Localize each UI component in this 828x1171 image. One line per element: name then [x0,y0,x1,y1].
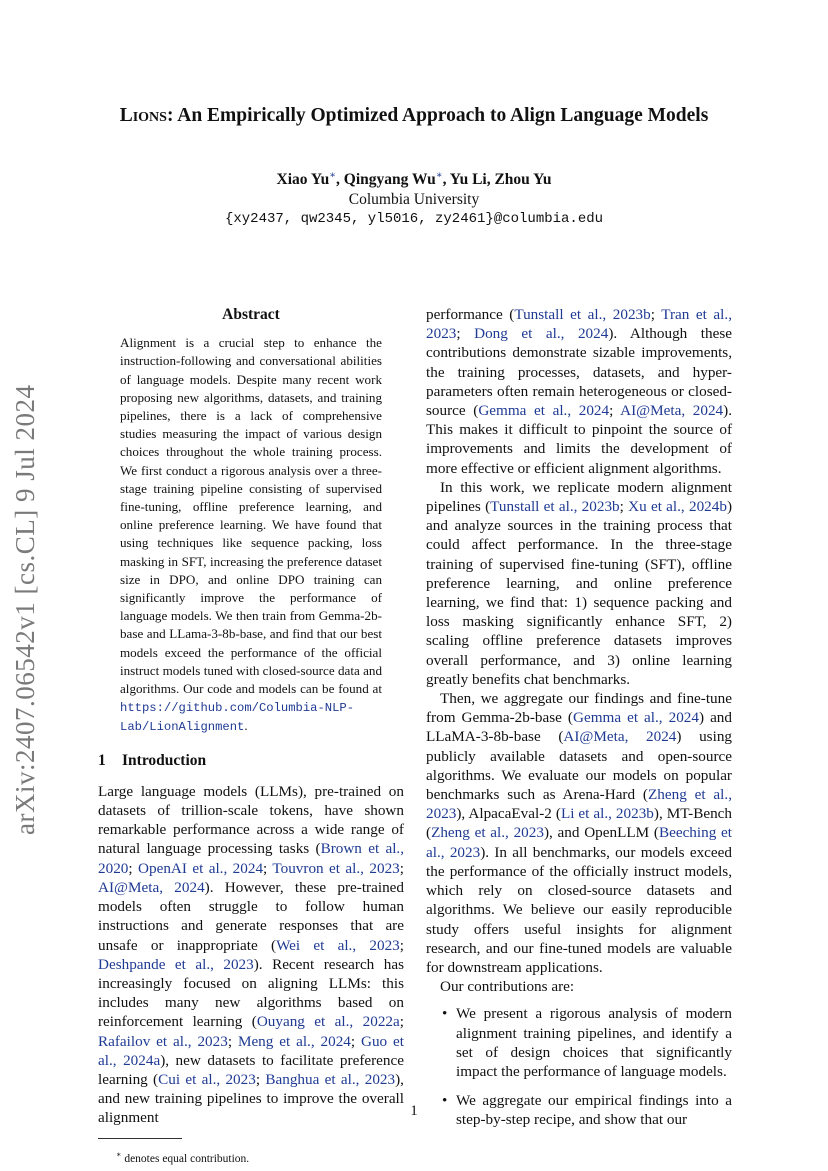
footnote-rule [98,1138,182,1139]
citation-link[interactable]: Zheng et al., 2023 [431,824,544,842]
list-item-text: We present a rigorous analysis of modern alignment training pipelines, and identify a set of design choices that significantly impact the performance of language models. [456,1005,732,1080]
citation-link[interactable]: Meng et al., 2024 [237,1032,351,1050]
code-url-link[interactable]: https://github.com/Columbia-NLP-Lab/LionAlignment [120,701,355,735]
citation-link[interactable]: AI@Meta, 2024 [620,402,724,420]
citation-link[interactable]: Tran et al., 2023 [426,306,732,343]
author-3-4: Yu Li, Zhou Yu [449,171,552,189]
affiliation: Columbia University [348,191,480,209]
citation-link[interactable]: Guo et al., 2024a [98,1032,404,1069]
citation-link[interactable]: Rafailov et al., 2023 [98,1032,228,1050]
citation-link[interactable]: Brown et al., 2020 [98,840,405,877]
author-1: Xiao Yu [276,171,330,189]
citation-link[interactable]: Tunstall et al., 2023b [490,498,620,516]
abstract-text: Alignment is a crucial step to enhance the instruction-following and conversational abilities of language models. Despite many recent work proposing new algorithms, datasets, and training pipelines, there is a lack of comprehensive studies measuring the impact of various design choices throughout the whole training process. We first conduct a rigorous analysis over a three-stage training pipeline consisting of supervised fine-tuning, offline preference learning, and online preference learning. We have found that using techniques like sequence packing, loss masking in SFT, increasing the preference dataset size in DPO, and online DPO training can significantly improve the performance of language models. We then train from Gemma-2b-base and LLama-3-8b-base, and find that our best models exceed the performance of the official instruct models tuned with closed-source data and algorithms. Our code and models can be found at [120,335,382,697]
intro-paragraph-1: Large language models (LLMs), pre-trained on datasets of trillion-scale tokens, have shown remarkable performance across a wide range of natural language processing tasks (Brown et al., 2020; OpenAI et al., 2024; Touvron et al., 2023; AI@Meta, 2024). However, these pre-trained models often struggle to follow human instructions and generate responses that are unsafe or inappropriate (Wei et al., 2023; Deshpande et al., 2023). Recent research has increasingly focused on aligning LLMs: this includes many new algorithms based on reinforcement learning (Ouyang et al., 2022a; Rafailov et al., 2023; Meng et al., 2024; Guo et al., 2024a), new datasets to facilitate preference learning (Cui et al., 2023; Banghua et al., 2023), and new training pipelines to improve the overall alignment [98,782,405,1127]
intro-paragraph-2: performance (Tunstall et al., 2023b; Tran et al., 2023; Dong et al., 2024). Although these contributions demonstrate sizable improvements, the training processes, datasets, and hyper-parameters often remain heterogeneous or closed-source (Gemma et al., 2024; AI@Meta, 2024). This makes it difficult to pinpoint the source of improvements and limits the development of more effective or efficient alignment algorithms. [426,306,732,477]
citation-link[interactable]: Banghua et al., 2023 [265,1070,396,1088]
list-item [442,1004,732,1081]
intro-paragraph-4: Then, we aggregate our findings and fine-tune from Gemma-2b-base (Gemma et al., 2024) and LLaMA-3-8b-base (AI@Meta, 2024) using publicly available datasets and open-source algorithms. We evaluate our models on popular benchmarks such as Arena-Hard (Zheng et al., 2023), AlpacaEval-2 (Li et al., 2023b), MT-Bench (Zheng et al., 2023), and OpenLLM (Beeching et al., 2023). In all benchmarks, our models exceed the performance of the officially instruct models, which rely on closed-source datasets and algorithms. We believe our easily reproducible study offers useful insights for alignment research, and our fine-tuned models are valuable for downstream applications. [426,690,732,976]
section-number: 1 [98,751,106,769]
footnote [116,1145,404,1169]
equal-contrib-mark[interactable]: ∗ [329,170,337,181]
bullet-icon: • [442,1005,448,1023]
intro-paragraph-3: In this work, we replicate modern alignment pipelines (Tunstall et al., 2023b; Xu et al., 2024b) and analyze sources in the training process that could affect performance. In the three-stage training of supervised fine-tuning (SFT), offline preference learning, and online preference learning, we find that: 1) sequence packing and loss masking significantly enhance SFT, 2) scaling offline preference datasets improves overall performance, and 3) online learning greatly benefits chat benchmarks. [426,478,733,688]
right-column [426,305,732,1140]
title-name: Lions [119,105,167,126]
citation-link[interactable]: AI@Meta, 2024 [98,878,205,896]
citation-link[interactable]: Li et al., 2023b [560,805,654,823]
citation-link[interactable]: Zheng et al., 2023 [426,786,732,823]
footnote-text: denotes equal contribution. [124,1152,250,1165]
author-names: Xiao Yu∗, Qingyang Wu∗, Yu Li, Zhou Yu [276,170,552,189]
left-column [98,305,404,1169]
citation-link[interactable]: Dong et al., 2024 [474,325,609,343]
author-2: Qingyang Wu [343,171,436,189]
section-heading-introduction [98,751,404,770]
citation-link[interactable]: Gemma et al., 2024 [572,709,699,727]
citation-link[interactable]: Deshpande et al., 2023 [98,955,254,973]
abstract-end: . [244,718,248,734]
citation-link[interactable]: OpenAI et al., 2024 [138,859,264,877]
equal-contrib-mark[interactable]: ∗ [435,170,443,181]
section-title: Introduction [122,751,207,769]
citation-link[interactable]: Touvron et al., 2023 [272,859,400,877]
paper-title [0,105,828,127]
citation-link[interactable]: Cui et al., 2023 [158,1070,256,1088]
title-rest: : An Empirically Optimized Approach to Align Language Models [166,105,709,126]
bullet-icon: • [442,1092,448,1110]
citation-link[interactable]: Tunstall et al., 2023b [514,306,651,323]
citation-link[interactable]: Xu et al., 2024b [628,498,727,516]
author-emails: {xy2437, qw2345, yl5016, zy2461}@columbia.edu [224,211,604,228]
citation-link[interactable]: Gemma et al., 2024 [478,402,610,420]
arxiv-identifier: arXiv:2407.06542v1 [cs.CL] 9 Jul 2024 [10,384,40,835]
citation-link[interactable]: Beeching et al., 2023 [426,824,732,861]
author-block [0,170,828,227]
citation-link[interactable]: Ouyang et al., 2022a [256,1013,400,1031]
footnote-mark: ∗ [116,1149,122,1159]
page-number: 1 [410,1103,418,1119]
abstract-body [120,334,382,736]
contributions-intro: Our contributions are: [440,978,575,996]
abstract-heading: Abstract [222,306,280,323]
list-item-text: We aggregate our empirical findings into a step-by-step recipe, and show that our [456,1092,732,1129]
citation-link[interactable]: Wei et al., 2023 [276,936,400,954]
citation-link[interactable]: AI@Meta, 2024 [563,728,677,746]
